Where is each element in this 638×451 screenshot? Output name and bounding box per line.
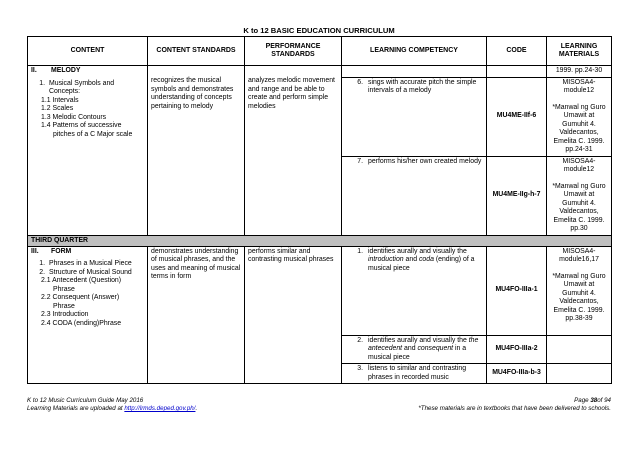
quarter-row	[28, 235, 612, 246]
header-content: CONTENT	[28, 37, 148, 66]
competency-cell	[342, 77, 487, 156]
competency-text-part: (ending) of a musical piece	[368, 256, 475, 272]
competency-text-part: and	[402, 345, 418, 352]
sub-item: 2.2 Consequent (Answer)	[41, 294, 120, 301]
content-item-text: Structure of Musical Sound	[49, 268, 132, 276]
code-cell: MU4FO-IIIa-1	[487, 246, 547, 335]
competency-emphasis: consequent	[417, 345, 454, 352]
sub-item: 1.3 Melodic Contours	[41, 113, 107, 121]
page-number: 38	[590, 397, 598, 404]
sub-item: 1.2 Scales	[41, 105, 74, 112]
form-content-cell	[28, 246, 148, 384]
header-learning-materials: LEARNING MATERIALS	[547, 37, 612, 66]
competency-text: performs his/her own created melody	[368, 157, 482, 165]
content-item-number: 1.	[39, 260, 45, 267]
header-performance-standards: PERFORMANCE STANDARDS	[245, 37, 342, 66]
competency-number: 1.	[357, 247, 363, 255]
quarter-label: THIRD QUARTER	[28, 235, 612, 246]
competency-text	[368, 337, 483, 363]
empty-cell	[547, 335, 612, 364]
competency-number: 3.	[357, 365, 363, 372]
competency-text-part: identifies aurally and visually the	[368, 247, 467, 255]
footer-uploaded-suffix: .	[195, 405, 198, 412]
header-content-standards: CONTENT STANDARDS	[148, 37, 245, 66]
empty-cell	[547, 364, 612, 384]
sub-item: 1.4 Patterns of successive pitches of a C Major scale	[41, 122, 133, 138]
curriculum-table	[27, 36, 612, 384]
competency-text: sings with accurate pitch the simple intervals of a melody	[368, 78, 477, 94]
footer-uploaded-prefix: Learning Materials are uploaded at	[27, 405, 125, 412]
table-row	[28, 66, 612, 78]
competency-emphasis: introduction	[368, 256, 404, 263]
footer-line-2	[27, 405, 611, 412]
melody-section-number: II.	[31, 67, 37, 74]
form-performance: performs similar and contrasting musical phrases	[245, 246, 342, 384]
content-item-text: Phrases in a Musical Piece	[49, 260, 132, 267]
melody-performance: analyzes melodic movement and range and be able to create and perform simple melodies	[245, 66, 342, 236]
competency-cell	[342, 246, 487, 335]
competency-number: 6.	[357, 78, 363, 86]
content-item-number: 1.	[39, 79, 45, 87]
competency-text-part: identifies aurally and visually the	[368, 336, 469, 344]
empty-cell	[342, 66, 487, 78]
melody-section-title: MELODY	[51, 67, 81, 74]
material-cell	[547, 77, 612, 156]
lrmds-link[interactable]: http://lrmds.deped.gov.ph/	[124, 405, 196, 412]
material-module: MISOSA4-module16,17	[559, 247, 599, 263]
sub-item: Phrase	[53, 302, 75, 310]
material-reference: *Manwal ng Guro Umawit at Gumuhit 4. Valdecantos, Emelita C. 1999. pp.24-31	[552, 103, 606, 153]
competency-cell	[342, 156, 487, 235]
competency-cell	[342, 335, 487, 364]
sub-item: 2.1 Antecedent (Question)	[41, 277, 122, 284]
competency-number: 7.	[357, 157, 363, 165]
table-row	[28, 246, 612, 335]
material-cell	[547, 246, 612, 335]
material-reference: *Manwal ng Guro Umawit at Gumuhit 4. Valdecantos, Emelita C. 1999. pp.38-39	[552, 272, 606, 322]
code-cell: MU4ME-IIg-h-7	[487, 156, 547, 235]
competency-text: listens to similar and contrasting phrases in recorded music	[368, 365, 467, 381]
competency-emphasis: the antecedent	[368, 336, 479, 352]
material-module: MISOSA4-module12	[562, 78, 596, 94]
competency-text-part: and	[403, 256, 419, 263]
footer-line-1	[27, 397, 611, 404]
form-section-title: FORM	[51, 247, 72, 255]
page-prefix: Page	[574, 397, 591, 404]
sub-item: Phrase	[53, 285, 75, 293]
sub-item: 1.1 Intervals	[41, 96, 79, 104]
melody-standard: recognizes the musical symbols and demonstrates understanding of concepts pertaining to melody	[148, 66, 245, 236]
competency-emphasis: coda	[418, 256, 434, 263]
empty-cell	[487, 66, 547, 78]
form-section-number: III.	[31, 247, 39, 255]
content-item-number: 2.	[39, 268, 45, 276]
melody-content-cell	[28, 66, 148, 236]
sub-item: 2.4 CODA (ending)Phrase	[41, 319, 122, 327]
document-title: K to 12 BASIC EDUCATION CURRICULUM	[243, 26, 395, 35]
material-module: MISOSA4-module12	[562, 157, 596, 173]
competency-text-part: in a musical piece	[368, 345, 467, 361]
competency-number: 2.	[357, 336, 363, 344]
code-cell: MU4ME-IIf-6	[487, 77, 547, 156]
header-code: CODE	[487, 37, 547, 66]
header-learning-competency: LEARNING COMPETENCY	[342, 37, 487, 66]
form-standard: demonstrates understanding of musical phrases, and the uses and meaning of musical terms in form	[148, 246, 245, 384]
code-cell: MU4FO-IIIa-2	[487, 335, 547, 364]
material-reference: *Manwal ng Guro Umawit at Gumuhit 4. Valdecantos, Emelita C. 1999. pp.30	[552, 182, 606, 232]
competency-cell	[342, 364, 487, 384]
content-item-text: Musical Symbols and Concepts:	[49, 79, 115, 95]
footer-page	[574, 397, 611, 404]
code-cell: MU4FO-IIIa-b-3	[487, 364, 547, 384]
sub-item: 2.3 Introduction	[41, 311, 89, 318]
footer-note: *These materials are in textbooks that have been delivered to schools.	[418, 405, 611, 412]
material-cell	[547, 156, 612, 235]
material-cell: 1999. pp.24-30	[547, 66, 612, 78]
competency-text	[368, 248, 483, 274]
footer-guide: K to 12 Music Curriculum Guide May 2016	[27, 397, 144, 404]
page-suffix: of 94	[597, 397, 611, 404]
table-header-row	[28, 37, 612, 66]
